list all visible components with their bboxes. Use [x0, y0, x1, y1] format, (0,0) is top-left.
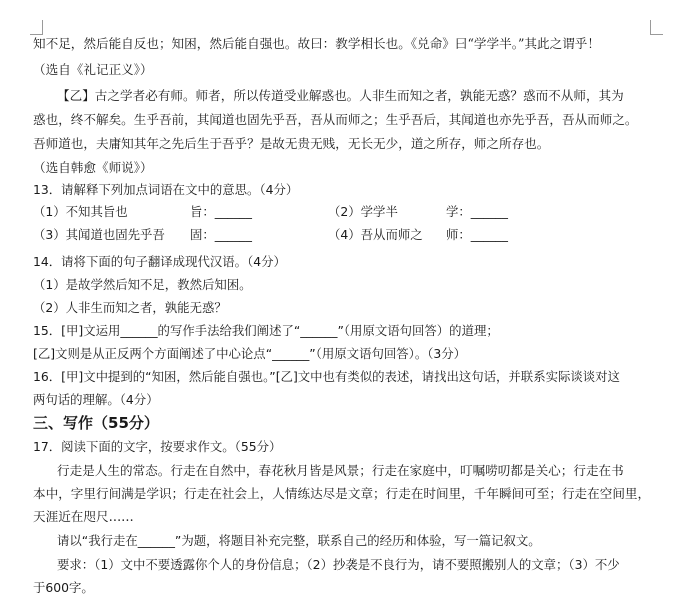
- source-b: （选自韩愈《师说》）: [33, 160, 153, 175]
- question-16-line-1: 16．[甲]文中提到的“知困，然后能自强也。”[乙]文中也有类似的表述，请找出这句话，并联系实际谈谈对这: [33, 369, 620, 384]
- question-15-line-2: [乙]文则是从正反两个方面阐述了中心论点“______”（用原文语句回答）。（3分）: [33, 346, 467, 361]
- page-corner-mark-right: [650, 20, 663, 35]
- question-13: 13．请解释下列加点词语在文中的意思。（4分）: [33, 182, 299, 197]
- prompt-line-3: 天涯近在咫尺……: [33, 509, 134, 524]
- question-13-row-2: [33, 225, 661, 247]
- q13-item-4-blank: 师：______: [446, 227, 508, 242]
- question-16-line-2: 两句话的理解。（4分）: [33, 392, 159, 407]
- question-14-item-1: （1）是故学然后知不足，教然后知困。: [33, 277, 252, 292]
- question-15-line-1: 15．[甲]文运用______的写作手法给我们阐述了“______”（用原文语句回答）的道理；: [33, 323, 499, 338]
- q13-item-4: （4）吾从而师之: [328, 227, 423, 242]
- q13-item-3: （3）其闻道也固先乎吾: [33, 227, 165, 242]
- question-14-item-2: （2）人非生而知之者，孰能无惑？: [33, 300, 227, 315]
- passage-b-line-3: 吾师道也，夫庸知其年之先后生于吾乎？是故无贵无贱，无长无少，道之所存，师之所存也。: [33, 136, 550, 151]
- essay-requirements-line-1: 要求：（1）文中不要透露你个人的身份信息；（2）抄袭是不良行为，请不要照搬别人的文章；（3）不少: [57, 557, 620, 572]
- passage-b-line-2: 惑也，终不解矣。生乎吾前，其闻道也固先乎吾，吾从而师之；生乎吾后，其闻道也亦先乎吾，吾从而师之。: [33, 112, 638, 127]
- q13-item-3-blank: 固：______: [190, 227, 252, 242]
- passage-b-line-1: 【乙】古之学者必有师。师者，所以传道受业解惑也。人非生而知之者，孰能无惑？惑而不从师，其为: [57, 88, 624, 103]
- essay-title-instruction: 请以“我行走在______”为题，将题目补充完整，联系自己的经历和体验，写一篇记叙文。: [57, 533, 541, 548]
- essay-requirements-line-2: 于600字。: [33, 580, 94, 595]
- question-14: 14．请将下面的句子翻译成现代汉语。（4分）: [33, 254, 286, 269]
- prompt-line-2: 本中，字里行间满是学识；行走在社会上，人情练达尽是文章；行走在时间里，千年瞬间可至；行走在空间里，: [33, 486, 651, 501]
- source-a: （选自《礼记正义》）: [33, 62, 153, 77]
- page-corner-mark-left: [30, 20, 43, 35]
- q13-item-2: （2）学学半: [328, 204, 398, 219]
- q13-item-1: （1）不知其旨也: [33, 204, 128, 219]
- question-13-row-1: [33, 202, 661, 224]
- prompt-line-1: 行走是人生的常态。行走在自然中，春花秋月皆是风景；行走在家庭中，叮嘱唠叨都是关心；行走在书: [57, 463, 624, 478]
- passage-a-ending: 知不足，然后能自反也；知困，然后能自强也。故曰：教学相长也。《兑命》曰“学学半。”其此之谓乎！: [33, 36, 600, 51]
- q13-item-1-blank: 旨：______: [190, 204, 252, 219]
- question-17: 17．阅读下面的文字，按要求作文。（55分）: [33, 439, 282, 454]
- section-heading-writing: 三、写作（55分）: [33, 414, 159, 432]
- q13-item-2-blank: 学：______: [446, 204, 508, 219]
